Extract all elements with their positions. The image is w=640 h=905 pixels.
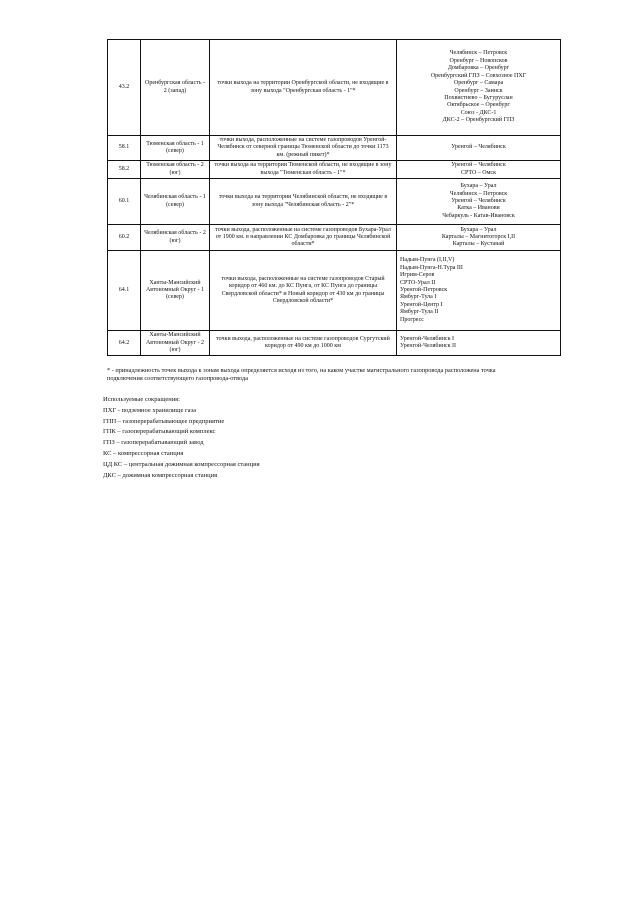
pipeline-list-cell	[397, 40, 561, 136]
pipeline-item: Уренгой – Челябинск	[451, 144, 506, 151]
pipeline-item: Карталы – Кустанай	[452, 241, 505, 248]
pipeline-item: Надым-Пунга (I,II,V)	[400, 257, 455, 264]
pipeline-item: Похвистнево – Бугуруслан	[444, 94, 513, 101]
footnote: * - принадлежность точек выхода к зонам выхода определяется исходя из того, на каком участке магистрального газопровода расположена точка подключения соответствующего газопровода-отвода	[107, 367, 496, 382]
pipeline-item: Октябрьское – Оренбург	[447, 102, 510, 109]
pipeline-item: Игрим-Серов	[400, 272, 435, 279]
pipeline-item: Карталы – Магнитогорск I,II	[441, 234, 516, 241]
pipeline-item: Оренбургский ГПЗ – Совхозное ПХГ	[430, 72, 527, 79]
pipeline-item: Оренбург – Самара	[453, 80, 504, 87]
abbreviation-item: ДКС – дожимная компрессорная станция	[103, 471, 218, 479]
pipeline-item: Уренгой-Челябинск I	[400, 335, 454, 342]
pipeline-list-cell	[397, 225, 561, 251]
table-row	[108, 136, 561, 161]
zone-code-cell: 60.2	[108, 225, 141, 251]
zone-description-cell: точки выхода, расположенные на системе газопроводов Уренгой-Челябинск от северной границы Тюменской области до точки 1173 км. (режный пикет)*	[210, 136, 397, 161]
zone-code-cell: 58.1	[108, 136, 141, 161]
pipeline-item: Уренгой-Петровск	[400, 287, 448, 294]
table-row	[108, 251, 561, 331]
pipeline-item: Оренбург – Новопсков	[449, 57, 508, 64]
abbreviation-item: ГПЗ – газоперерабатывающий завод	[103, 439, 204, 447]
zone-description-cell: точки выхода на территории Челябинской области, не входящие в зону выхода "Челябинская область - 2"*	[210, 179, 397, 225]
zone-region-cell: Челябинская область - 2 (юг)	[141, 225, 210, 251]
pipeline-item: Уренгой – Челябинск	[451, 162, 506, 169]
abbreviation-item: ПХГ - подземное хранилище газа	[103, 406, 196, 414]
pipeline-list-cell	[397, 161, 561, 179]
pipeline-item: Прогресс	[400, 316, 424, 323]
abbreviation-item: ЦД КС – центральная дожимная компрессорная станция	[103, 460, 260, 468]
pipeline-item: ДКС-2 – Оренбургский ГПЗ	[442, 117, 515, 124]
zone-description-cell: точки выхода на территории Тюменской области, не входящие в зону выхода "Тюменская область - 1"*	[210, 161, 397, 179]
zone-description-cell: точки выхода, расположенные на системе газопроводов Старый коридор от 460 км. до КС Пунга, от КС Пунга до границы Свердловской области* и Новый коридор от 430 км до границы Свердловской области*	[210, 251, 397, 331]
zone-description-cell: точки выхода, расположенные на системе газопроводов Сургутский коридор от 490 км до 1000 км	[210, 331, 397, 356]
abbreviation-item: КС – компрессорная станция	[103, 449, 184, 457]
exit-zones-table	[107, 39, 561, 356]
zone-region-cell: Челябинская область - 1 (север)	[141, 179, 210, 225]
pipeline-item: Домбаровка – Оренбург	[447, 65, 510, 72]
abbreviations-list	[103, 395, 463, 481]
table-row	[108, 161, 561, 179]
zone-code-cell: 64.2	[108, 331, 141, 356]
table-row	[108, 179, 561, 225]
zone-code-cell: 60.1	[108, 179, 141, 225]
pipeline-item: Надым-Пунга-Н.Тура III	[400, 264, 463, 271]
pipeline-item: Бухара – Урал	[460, 183, 497, 190]
zone-code-cell: 43.2	[108, 40, 141, 136]
abbreviations-heading: Используемые сокращения:	[103, 396, 180, 403]
pipeline-item: Челябинск – Петровск	[449, 190, 508, 197]
zone-region-cell: Ханты-Мансийский Автономный Округ - 2 (юг)	[141, 331, 210, 356]
pipeline-item: Союз - ДКС-1	[460, 109, 497, 116]
pipeline-item: Катка – Иванови	[457, 205, 500, 212]
pipeline-item: СРТО-Урал II	[400, 279, 436, 286]
pipeline-item: Оренбург – Заинск	[454, 87, 503, 94]
zone-region-cell: Тюменская область - 1 (север)	[141, 136, 210, 161]
pipeline-item: Ямбург-Тула I	[400, 294, 437, 301]
pipeline-item: Бухара – Урал	[460, 226, 497, 233]
zone-region-cell: Оренбургская область - 2 (запад)	[141, 40, 210, 136]
pipeline-list-cell	[397, 136, 561, 161]
zone-region-cell: Тюменская область - 2 (юг)	[141, 161, 210, 179]
pipeline-item: Ямбург-Тула II	[400, 309, 439, 316]
pipeline-item: Чебаркуль - Катав-Ивановск	[442, 212, 515, 219]
pipeline-list-cell	[397, 179, 561, 225]
pipeline-list-cell	[397, 331, 561, 356]
pipeline-item: Уренгой-Челябинск II	[400, 343, 456, 350]
pipeline-list-cell	[397, 251, 561, 331]
pipeline-item: СРТО – Омск	[460, 169, 497, 176]
zone-description-cell: точки выхода на территории Оренбургской области, не входящие в зону выхода "Оренбургская область - 1"*	[210, 40, 397, 136]
zone-code-cell: 64.1	[108, 251, 141, 331]
table-row	[108, 225, 561, 251]
table-body	[108, 40, 561, 356]
pipeline-item: Челябинск – Петровск	[449, 50, 508, 57]
abbreviation-item: ГПК – газоперерабатывающий комплекс	[103, 428, 216, 436]
pipeline-item: Уренгой – Челябинск	[451, 198, 506, 205]
abbreviation-item: ГПП – газоперерабатывающее предприятие	[103, 417, 225, 425]
table-row	[108, 331, 561, 356]
zone-description-cell: точки выхода, расположенные на системе газопроводов Бухара-Урал от 1900 км. в направлении КС Домбаровка до границы Челябинской области*	[210, 225, 397, 251]
zone-region-cell: Ханты-Мансийский Автономный Округ - 1 (север)	[141, 251, 210, 331]
table-row	[108, 40, 561, 136]
zone-code-cell: 58.2	[108, 161, 141, 179]
pipeline-item: Уренгой-Центр I	[400, 301, 443, 308]
